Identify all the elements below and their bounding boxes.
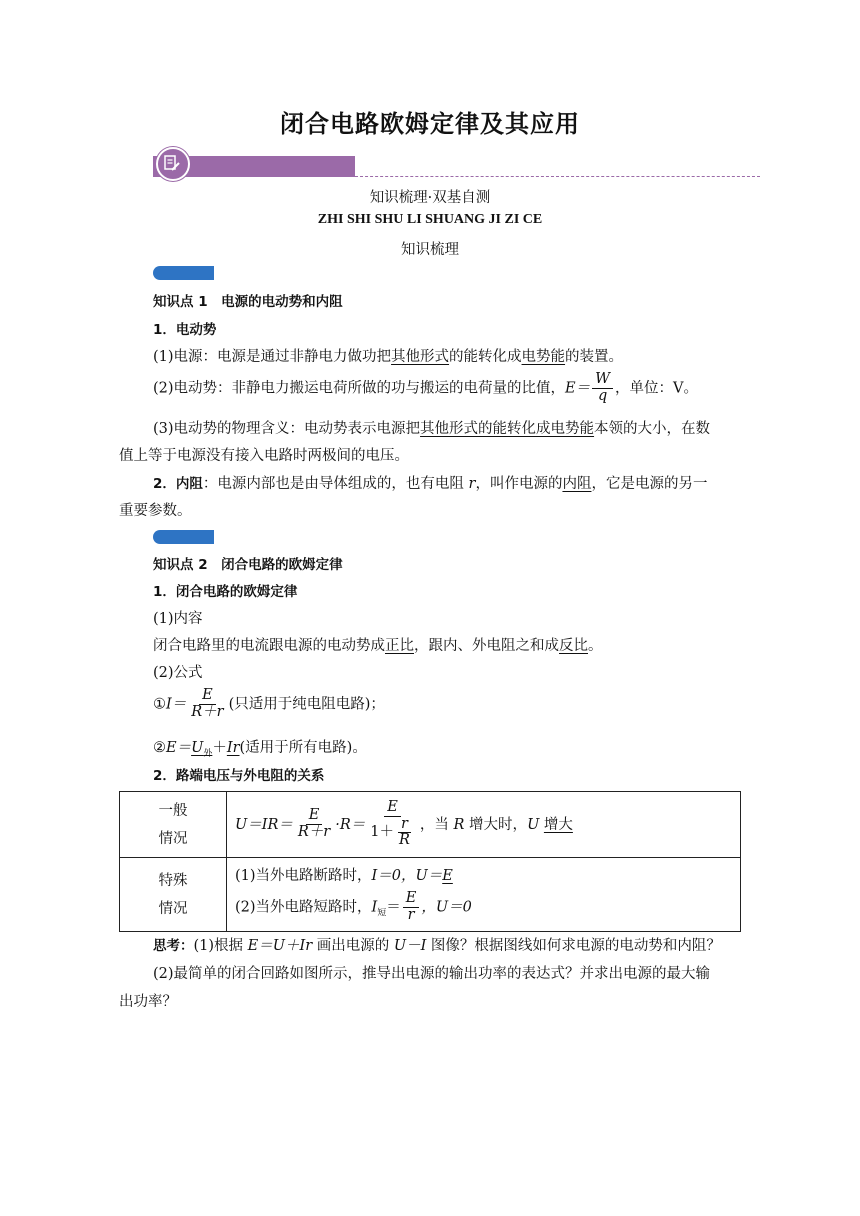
kp1-line-meaning-cont: 值上等于电源没有接入电路时两极间的电压。 [119, 448, 409, 464]
emf-fraction: $\frac{W}{q}$ [592, 372, 613, 405]
think-question-2: (2)最简单的闭合回路如图所示，推导出电源的输出功率的表达式？并求出电源的最大输 [153, 966, 711, 982]
current-fraction: $\frac{E}{R+r}$ [191, 687, 224, 720]
kp1-line-internal-resistance: 2．内阻：电源内部也是由导体组成的，也有电阻 r，叫作电源的内阻，它是电源的另一 [153, 476, 708, 492]
kp1-line-internal-cont: 重要参数。 [119, 503, 192, 519]
terminal-voltage-table [119, 791, 741, 932]
knowledge-point-marker [153, 266, 214, 280]
kp1-heading-emf: 1．电动势 [153, 322, 217, 338]
kp2-heading-terminal: 2．路端电压与外电阻的关系 [153, 768, 325, 784]
kp1-line-source: (1)电源：电源是通过非静电力做功把其他形式的能转化成电势能的装置。 [153, 349, 624, 365]
think-question-1: 思考：(1)根据 E＝U＋Ir 画出电源的 U－I 图像？根据图线如何求电源的电动势和内阻？ [153, 938, 721, 954]
kp1-line-emf: (2)电动势：非静电力搬运电荷所做的功与搬运的电荷量的比值，E＝ $\frac{W}{q}$ ，单位：V。 [153, 371, 699, 404]
kp2-heading-law: 1．闭合电路的欧姆定律 [153, 584, 298, 600]
kp1-line-meaning: (3)电动势的物理含义：电动势表示电源把其他形式的能转化成电势能本领的大小，在数 [153, 421, 711, 437]
table-row [120, 858, 741, 932]
table-header-special: 特殊 情况 [120, 858, 227, 932]
document-pencil-icon [163, 154, 181, 172]
section-pinyin: ZHI SHI SHU LI SHUANG JI ZI CE [317, 212, 543, 227]
section-subheading: 知识梳理 [401, 242, 459, 258]
kp1-title: 知识点 1 电源的电动势和内阻 [153, 294, 343, 310]
page-title: 闭合电路欧姆定律及其应用 [280, 109, 580, 138]
kp2-content-line: 闭合电路里的电流跟电源的电动势成正比，跟内、外电阻之和成反比。 [153, 638, 603, 654]
kp2-formula-1: ①I＝ $\frac{E}{R+r}$ (只适用于纯电阻电路)； [153, 687, 385, 720]
kp2-content-label: (1)内容 [153, 611, 203, 627]
table-cell-special: (1)当外电路断路时，I＝0，U＝E (2)当外电路短路时，$I_短=$ $\frac{E}{r}$ ，U＝0 [227, 858, 741, 932]
knowledge-point-marker [153, 530, 214, 544]
think-question-2-cont: 出功率？ [119, 994, 177, 1010]
section-heading: 知识梳理·双基自测 [369, 190, 491, 206]
kp2-title: 知识点 2 闭合电路的欧姆定律 [153, 557, 343, 573]
table-header-general: 一般 情况 [120, 792, 227, 858]
kp2-formula-2: $②E=U_外+Ir$(适用于所有电路)。 [153, 740, 367, 759]
table-row [120, 792, 741, 858]
banner-dashed-line [355, 176, 760, 177]
kp2-formula-label: (2)公式 [153, 665, 203, 681]
table-cell-general: U＝IR＝ $\frac{E}{R+r}$ ·R＝ E 1＋ $\frac{r}{R}$ ，当 R 增大时，U 增大 [227, 792, 741, 858]
